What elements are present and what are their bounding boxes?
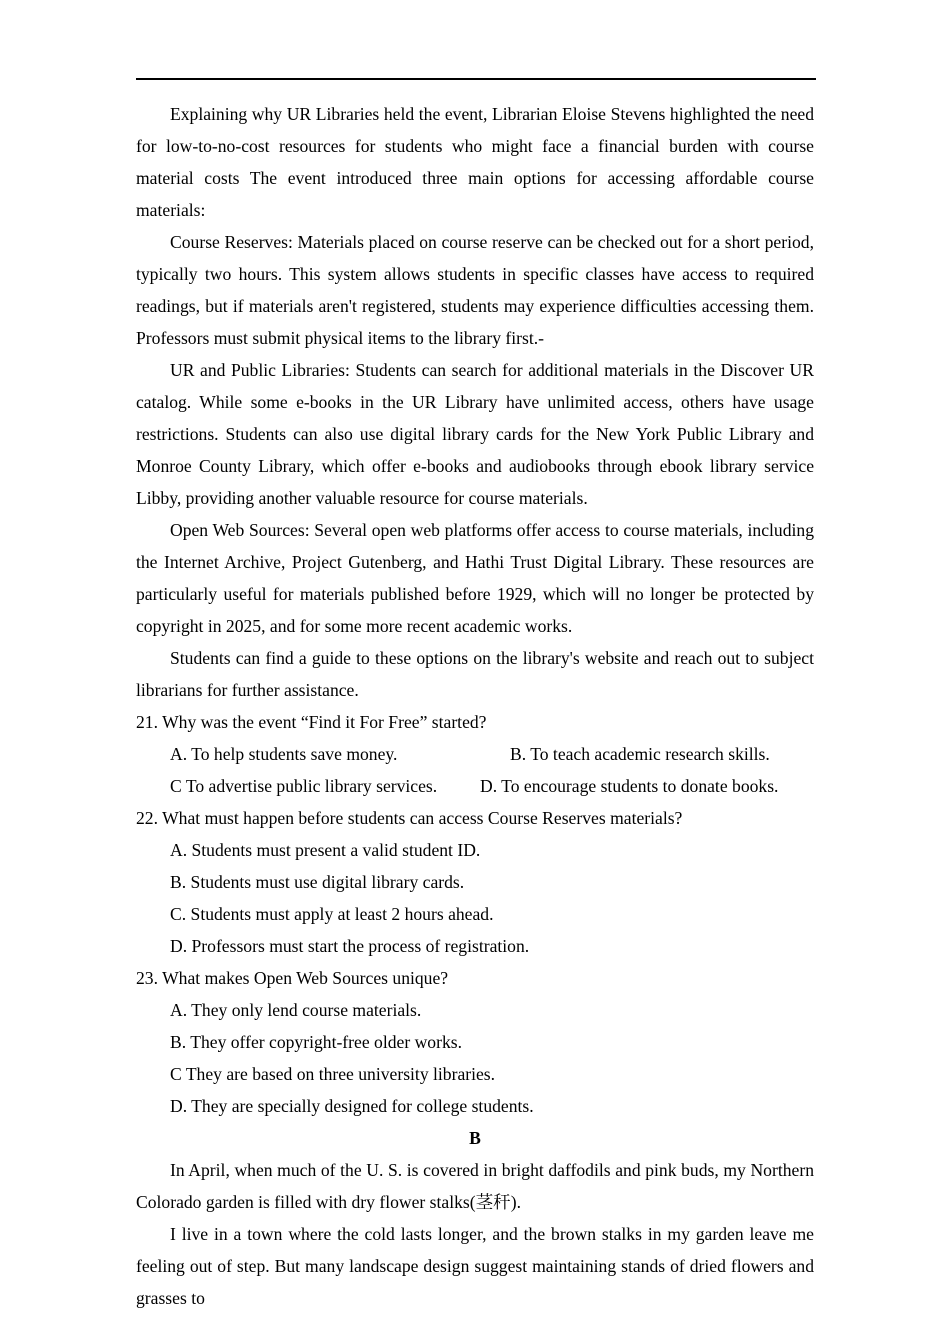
question-stem-22: 22. What must happen before students can access Course Reserves materials? [136,808,683,828]
option-23-d[interactable]: D. They are specially designed for college students. [170,1096,534,1116]
question-21-options-row-1 [136,738,814,770]
option-22-b[interactable]: B. Students must use digital library cards. [170,872,465,892]
section-b-paragraph: In April, when much of the U. S. is covered in bright daffodils and pink buds, my Northern Colorado garden is filled with dry flower stalks(茎秆). [136,1160,814,1212]
option-21-c[interactable]: C To advertise public library services. [170,776,438,796]
section-b-paragraph: I live in a town where the cold lasts longer, and the brown stalks in my garden leave me feeling out of step. But many landscape design suggest maintaining stands of dried flowers and grasses to [136,1224,814,1308]
option-21-d[interactable]: D. To encourage students to donate books. [480,776,779,796]
option-23-c[interactable]: C They are based on three university libraries. [170,1064,496,1084]
question-stem-21: 21. Why was the event “Find it For Free” started? [136,712,487,732]
page-content [136,78,814,1314]
option-23-a[interactable]: A. They only lend course materials. [170,1000,422,1020]
header-rule [136,78,816,80]
passage-paragraph: Students can find a guide to these options on the library's website and reach out to subject librarians for further assistance. [136,648,814,700]
option-22-a[interactable]: A. Students must present a valid student ID. [170,840,481,860]
option-22-c[interactable]: C. Students must apply at least 2 hours ahead. [170,904,494,924]
passage-paragraph: UR and Public Libraries: Students can search for additional materials in the Discover UR catalog. While some e-books in the UR Library have unlimited access, others have usage restrictions. Students can also use digital library cards for the New York Public Library and Monroe County Library, which offer e-books and audiobooks through ebook library service Libby, providing another valuable resource for course materials. [136,360,814,508]
question-21-options-row-2 [136,770,814,802]
option-23-b[interactable]: B. They offer copyright-free older works. [170,1032,462,1052]
option-22-d[interactable]: D. Professors must start the process of registration. [170,936,530,956]
section-heading-b: B [469,1128,481,1148]
passage-paragraph: Course Reserves: Materials placed on course reserve can be checked out for a short period, typically two hours. This system allows students in specific classes have access to required readings, but if materials aren't registered, students may experience difficulties accessing them. Professors must submit physical items to the library first.- [136,232,814,348]
passage-paragraph: Open Web Sources: Several open web platforms offer access to course materials, including the Internet Archive, Project Gutenberg, and Hathi Trust Digital Library. These resources are particularly useful for materials published before 1929, which will no longer be protected by copyright in 2025, and for some more recent academic works. [136,520,814,636]
passage-paragraph: Explaining why UR Libraries held the event, Librarian Eloise Stevens highlighted the need for low-to-no-cost resources for students who might face a financial burden with course material costs The event introduced three main options for accessing affordable course materials: [136,104,814,220]
option-21-a[interactable]: A. To help students save money. [170,744,398,764]
option-21-b[interactable]: B. To teach academic research skills. [510,744,770,764]
question-stem-23: 23. What makes Open Web Sources unique? [136,968,449,988]
